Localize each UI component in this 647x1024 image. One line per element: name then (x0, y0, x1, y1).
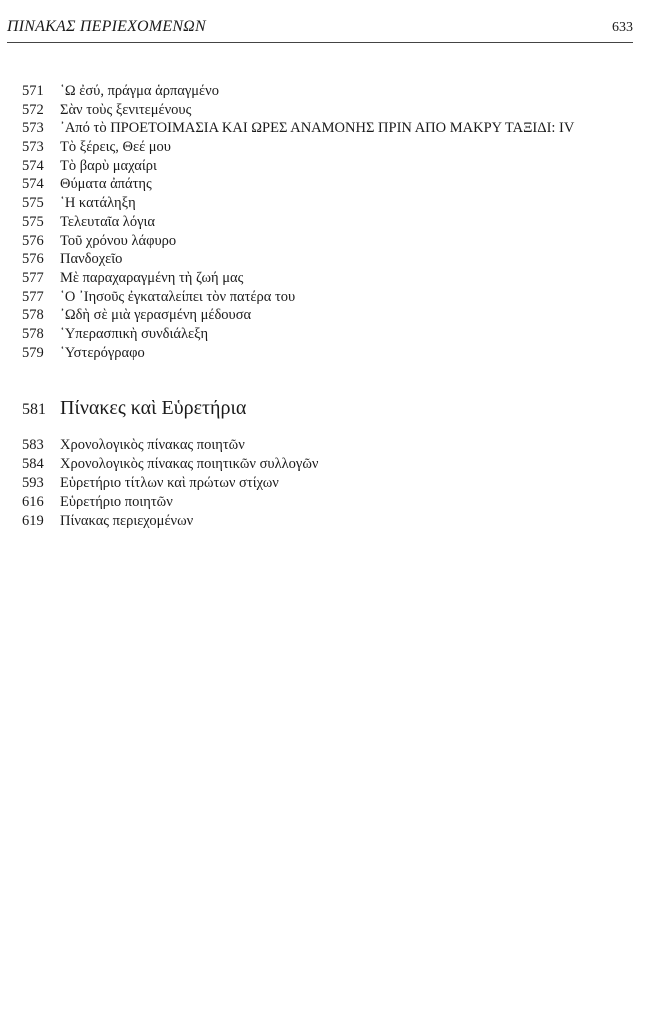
entry-page: 578 (22, 325, 44, 342)
toc-list (22, 82, 574, 362)
entry-title: Θύματα ἀπάτης (60, 176, 152, 193)
toc-entry (22, 138, 574, 157)
toc-entry (22, 325, 574, 344)
entry-page: 577 (22, 288, 44, 305)
entry-title: Σὰν τοὺς ξενιτεμένους (60, 101, 192, 118)
entry-page: 576 (22, 232, 44, 249)
entry-page: 583 (22, 437, 44, 453)
entry-title: Τοῦ χρόνου λάφυρο (60, 232, 177, 249)
entry-page: 572 (22, 101, 44, 118)
entry-page: 579 (22, 344, 44, 361)
entry-page: 573 (22, 120, 44, 137)
toc-entry (22, 269, 574, 288)
entry-page: 593 (22, 475, 44, 491)
entry-title: Τὸ ξέρεις, Θεέ μου (60, 139, 171, 156)
entry-page: 573 (22, 139, 44, 156)
entry-page: 576 (22, 251, 44, 268)
toc-entry (22, 288, 574, 307)
toc-entry (22, 119, 574, 138)
header-title: ΠΙΝΑΚΑΣ ΠΕΡΙΕΧΟΜΕΝΩΝ (7, 18, 206, 35)
section-page: 581 (22, 401, 46, 418)
entry-title: Τελευταῖα λόγια (60, 213, 155, 230)
entry-title: ῾Υπερασπικὴ συνδιάλεξη (60, 325, 209, 342)
toc-section-list (22, 436, 318, 531)
toc-entry (22, 306, 574, 325)
entry-title: Τὸ βαρὺ μαχαίρι (60, 157, 157, 174)
entry-title: ῾Ω ἐσύ, πράγμα ἁρπαγμένο (60, 83, 219, 99)
entry-page: 616 (22, 494, 44, 510)
entry-page: 574 (22, 176, 44, 193)
toc-entry (22, 250, 574, 269)
toc-entry (22, 512, 318, 531)
toc-entry (22, 175, 574, 194)
toc-entry (22, 436, 318, 455)
entry-title: Πίνακας περιεχομένων (60, 513, 194, 529)
toc-entry (22, 101, 574, 120)
toc-entry (22, 455, 318, 474)
toc-entry (22, 232, 574, 251)
entry-page: 578 (22, 307, 44, 324)
toc-entry (22, 493, 318, 512)
toc-entry (22, 157, 574, 176)
entry-title: ῾Ο ᾿Ιησοῦς ἐγκαταλείπει τὸν πατέρα του (60, 288, 296, 305)
entry-page: 575 (22, 213, 44, 230)
entry-title: Μὲ παραχαραγμένη τὴ ζωή μας (60, 269, 244, 286)
entry-page: 584 (22, 456, 44, 472)
section-title: Πίνακες καὶ Εὑρετήρια (60, 397, 247, 419)
running-header (7, 14, 633, 43)
entry-title: Εὑρετήριο τίτλων καὶ πρώτων στίχων (60, 475, 279, 491)
entry-page: 571 (22, 83, 44, 99)
entry-page: 619 (22, 513, 44, 529)
entry-title: ῾Η κατάληξη (60, 195, 136, 212)
entry-title: ᾿Ωδὴ σὲ μιὰ γερασμένη μέδουσα (60, 307, 252, 324)
entry-page: 575 (22, 195, 44, 212)
section-heading (22, 397, 246, 420)
entry-title: Εὑρετήριο ποιητῶν (60, 494, 173, 510)
entry-title: Χρονολογικὸς πίνακας ποιητικῶν συλλογῶν (60, 456, 319, 472)
entry-title: Χρονολογικὸς πίνακας ποιητῶν (60, 437, 245, 453)
entry-title: Πανδοχεῖο (60, 251, 123, 268)
toc-entry (22, 344, 574, 363)
toc-entry (22, 194, 574, 213)
toc-entry (22, 474, 318, 493)
page-number: 633 (612, 20, 633, 35)
entry-title: ᾿Από τὸ ΠΡΟΕΤΟΙΜΑΣΙΑ ΚΑΙ ΩΡΕΣ ΑΝΑΜΟΝΗΣ ΠΡΙΝ ΑΠΟ ΜΑΚΡΥ ΤΑΞΙΔΙ: IV (60, 120, 575, 137)
entry-page: 577 (22, 269, 44, 286)
entry-page: 574 (22, 157, 44, 174)
toc-entry (22, 213, 574, 232)
toc-entry (22, 82, 574, 101)
entry-title: ῾Υστερόγραφο (60, 344, 145, 361)
